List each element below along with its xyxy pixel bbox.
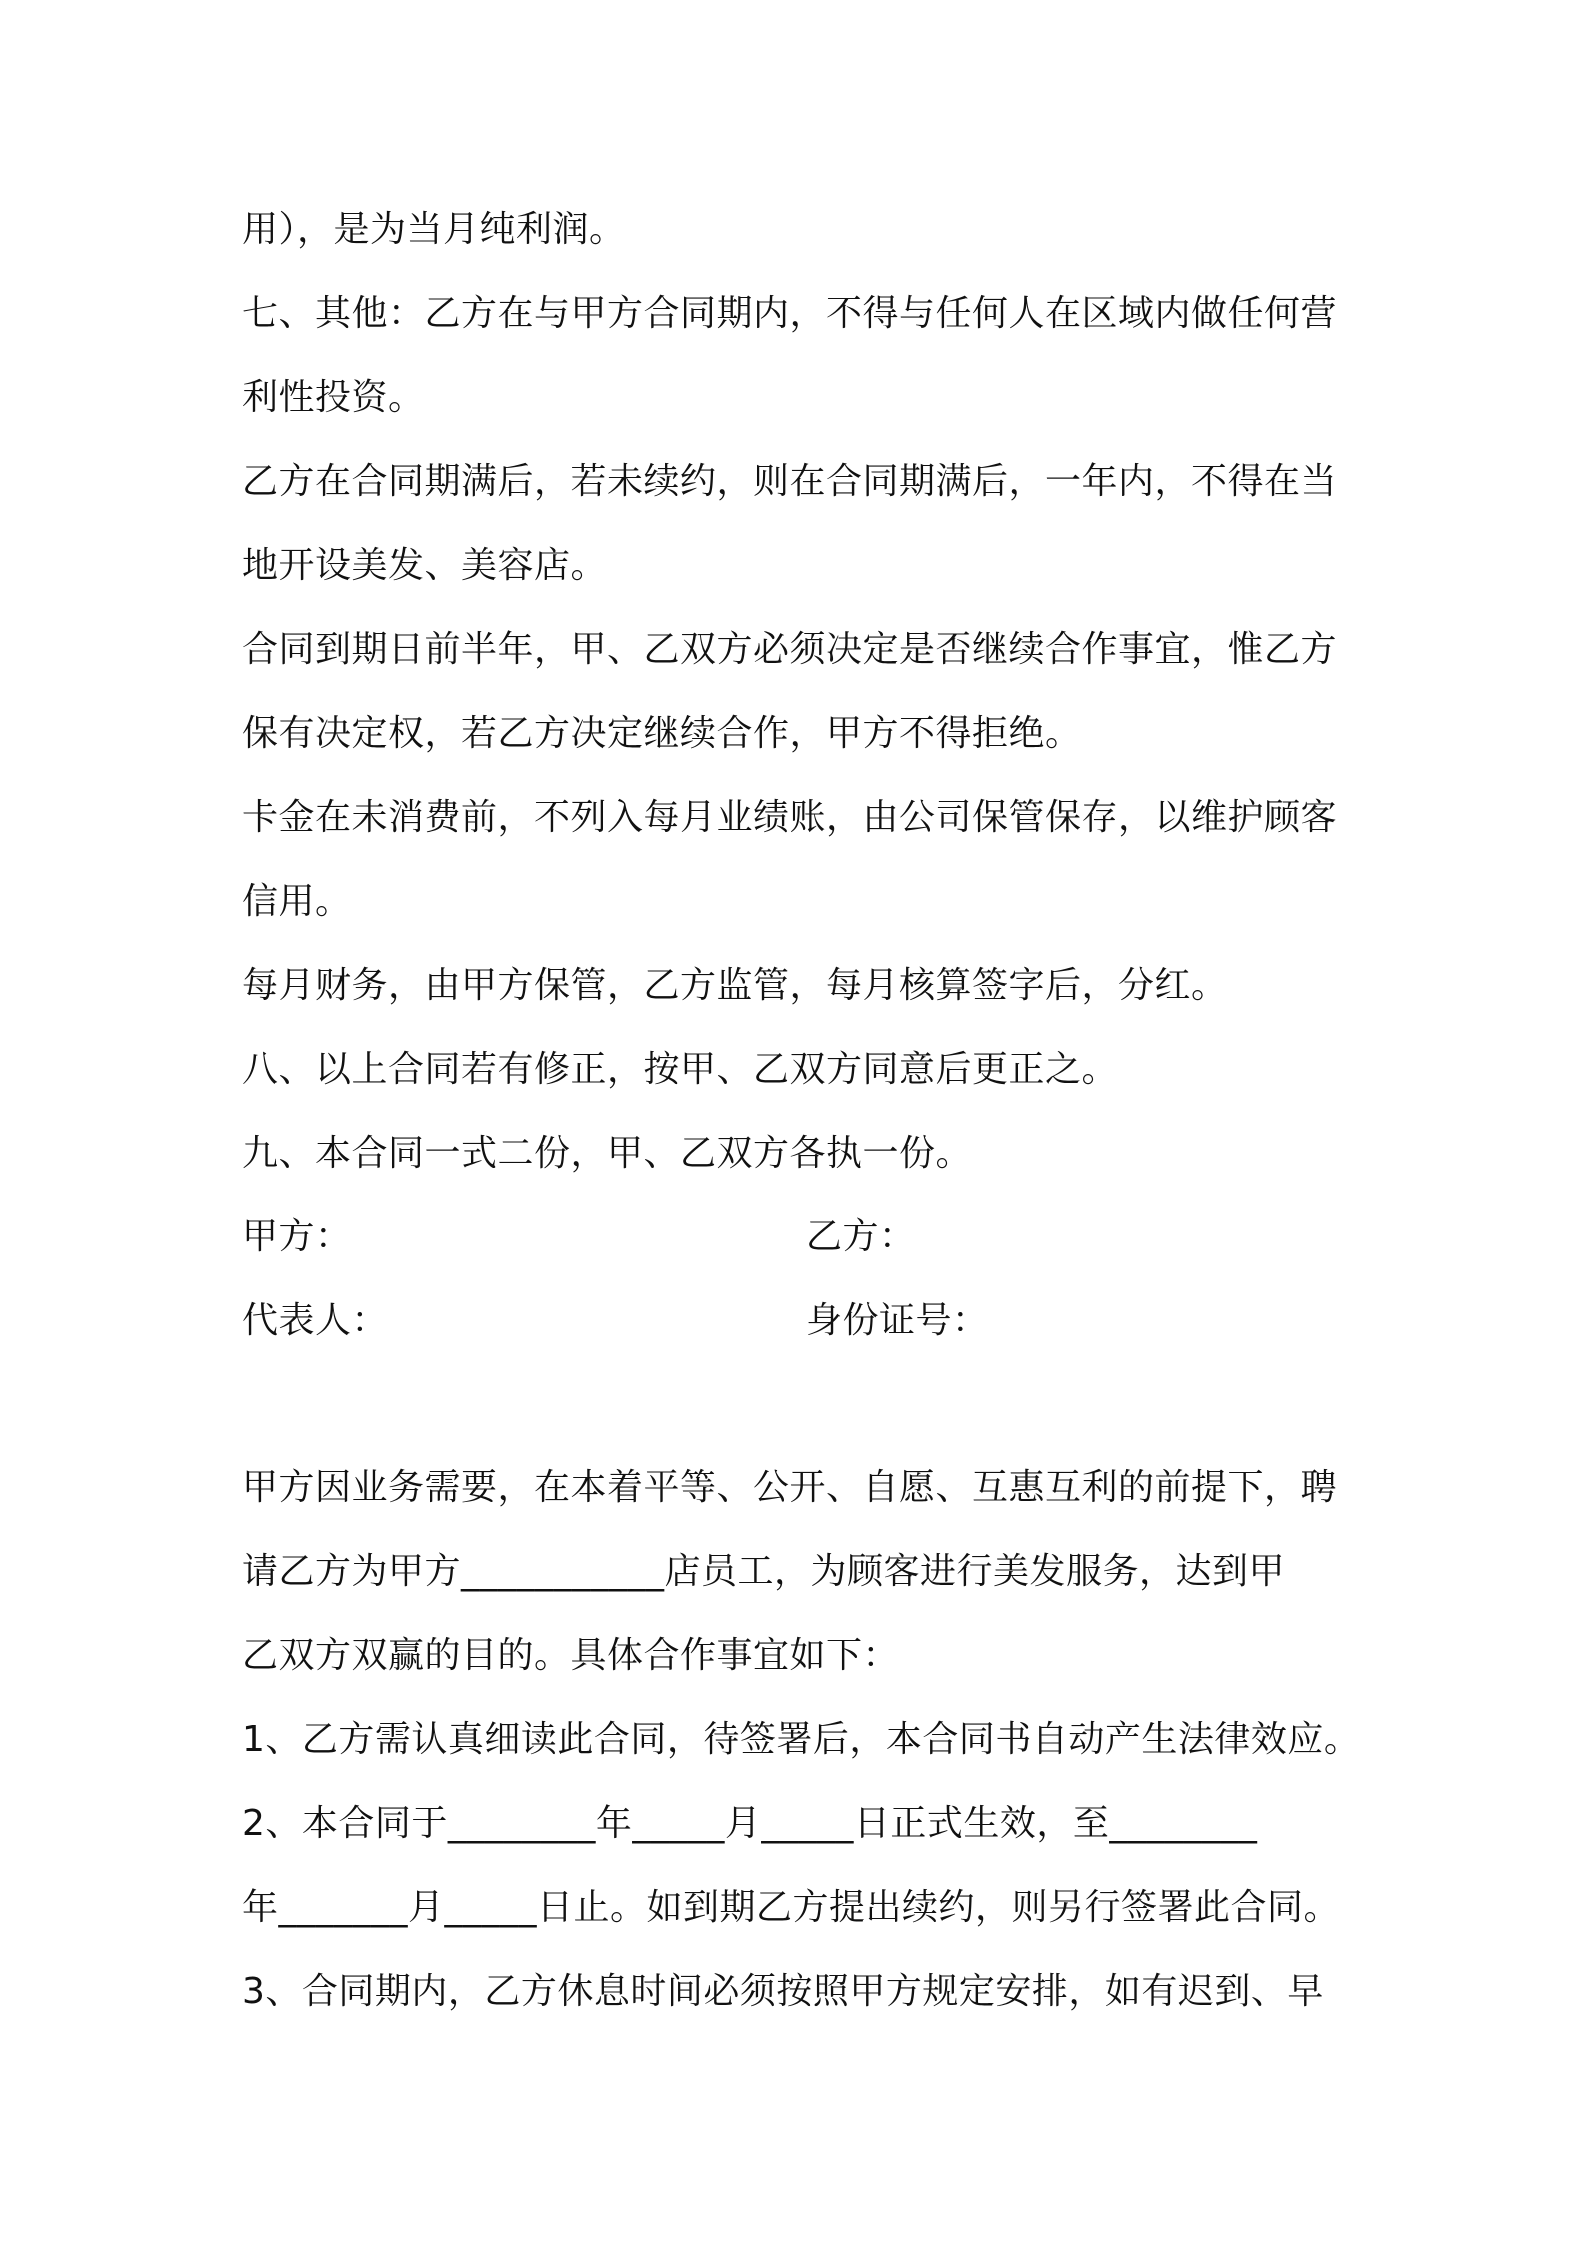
text-line: 信用。 (242, 881, 352, 922)
text-line: 九、本合同一式二份，甲、乙双方各执一份。 (242, 1133, 973, 1174)
text-line: 乙方在合同期满后，若未续约，则在合同期满后，一年内，不得在当 (242, 461, 1338, 502)
party-b-label: 乙方： (806, 1216, 916, 1257)
text-line: 请乙方为甲方___________店员工，为顾客进行美发服务，达到甲 (242, 1551, 1286, 1592)
id-number-label: 身份证号： (806, 1300, 989, 1341)
text-line: 七、其他：乙方在与甲方合同期内，不得与任何人在区域内做任何营 (242, 293, 1338, 334)
text-line: 每月财务，由甲方保管，乙方监管，每月核算签字后，分红。 (242, 965, 1228, 1006)
text-line: 3、合同期内，乙方休息时间必须按照甲方规定安排，如有迟到、早 (242, 1971, 1324, 2012)
text-line: 年_______月_____日止。如到期乙方提出续约，则另行签署此合同。 (242, 1887, 1341, 1928)
text-line: 2、本合同于________年_____月_____日正式生效，至________ (242, 1803, 1258, 1844)
representative-label: 代表人： (242, 1300, 389, 1341)
text-line: 利性投资。 (242, 377, 425, 418)
text-line: 乙双方双赢的目的。具体合作事宜如下： (242, 1635, 900, 1676)
text-line: 1、乙方需认真细读此合同，待签署后，本合同书自动产生法律效应。 (242, 1719, 1361, 1760)
text-line: 保有决定权，若乙方决定继续合作，甲方不得拒绝。 (242, 713, 1082, 754)
text-line: 八、以上合同若有修正，按甲、乙双方同意后更正之。 (242, 1049, 1119, 1090)
text-line: 甲方因业务需要，在本着平等、公开、自愿、互惠互利的前提下，聘 (242, 1467, 1338, 1508)
text-line: 合同到期日前半年，甲、乙双方必须决定是否继续合作事宜，惟乙方 (242, 629, 1338, 670)
text-line: 用），是为当月纯利润。 (242, 209, 626, 250)
party-a-label: 甲方： (242, 1216, 352, 1257)
text-line: 地开设美发、美容店。 (242, 545, 608, 586)
text-line: 卡金在未消费前，不列入每月业绩账，由公司保管保存，以维护顾客 (242, 797, 1338, 838)
